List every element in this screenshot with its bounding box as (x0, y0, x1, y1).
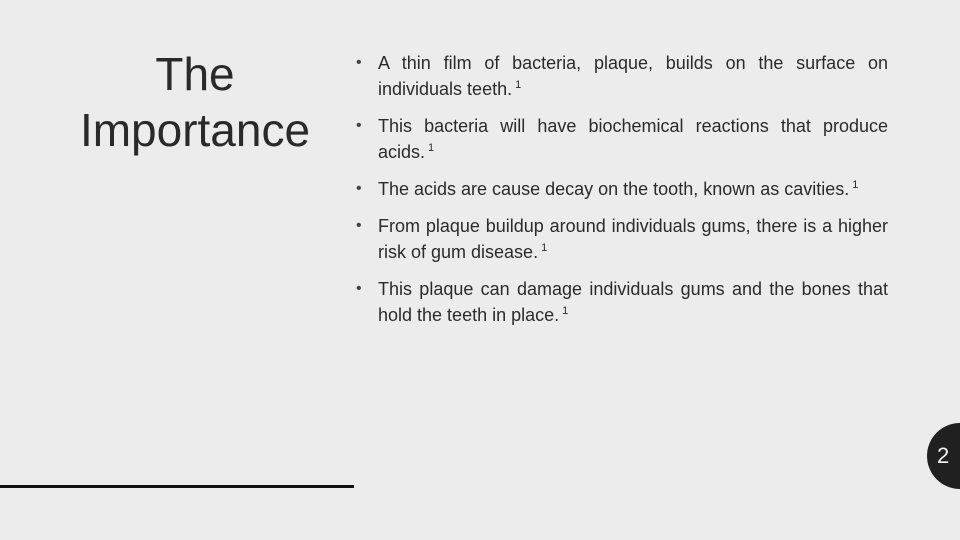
bullet-text: This plaque can damage individuals gums and the bones that hold the teeth in place. (378, 279, 888, 325)
reference-marker: 1 (852, 179, 859, 191)
bullet-text: This bacteria will have biochemical reactions that produce acids. (378, 116, 888, 162)
reference-marker: 1 (428, 142, 435, 154)
bullet-item (356, 176, 888, 202)
reference-marker: 1 (541, 242, 548, 254)
bullet-dot-icon: • (356, 217, 362, 234)
bullet-item (356, 50, 888, 102)
bullet-dot-icon: • (356, 117, 362, 134)
slide-title-line-2: Importance (79, 104, 311, 156)
page-number: 2 (937, 443, 950, 468)
bullet-text: From plaque buildup around individuals gums, there is a higher risk of gum disease. (378, 216, 888, 262)
bullet-item (356, 213, 888, 265)
slide-title (50, 46, 340, 158)
bullet-dot-icon: • (356, 180, 362, 197)
bullet-item (356, 113, 888, 165)
bullet-dot-icon: • (356, 280, 362, 297)
bottom-divider (0, 485, 354, 488)
reference-marker: 1 (562, 305, 569, 317)
page-number-badge (927, 423, 960, 489)
bullet-text: The acids are cause decay on the tooth, known as cavities. (378, 179, 850, 199)
bullet-dot-icon: • (356, 54, 362, 71)
slide-title-line-1: The (155, 48, 235, 100)
bullet-list (356, 50, 888, 339)
bullet-item (356, 276, 888, 328)
bullet-text: A thin film of bacteria, plaque, builds on the surface on individuals teeth. (378, 53, 888, 99)
reference-marker: 1 (515, 79, 522, 91)
